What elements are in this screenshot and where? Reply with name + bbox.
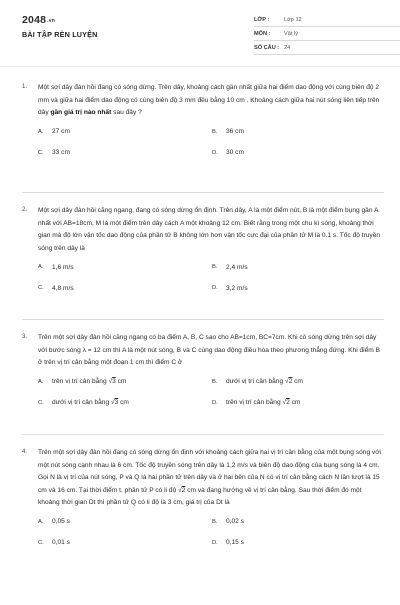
option-text xyxy=(226,378,303,385)
radicand: 3 xyxy=(114,399,119,407)
option-c[interactable] xyxy=(38,397,212,409)
option-letter: B. xyxy=(212,128,218,135)
meta-label: LỚP : xyxy=(254,17,270,23)
option-text: 33 cm xyxy=(52,149,70,157)
question-text xyxy=(38,435,384,510)
option-text-part: trên vị trí cân bằng xyxy=(226,399,281,407)
option-c[interactable] xyxy=(38,147,212,159)
option-text: 3,2 m/s xyxy=(226,284,248,292)
option-text: 0,15 s xyxy=(226,539,244,547)
option-b[interactable] xyxy=(212,376,384,388)
page-header xyxy=(22,0,378,68)
option-text: 0,05 s xyxy=(52,518,70,526)
meta-value: Lớp 12 xyxy=(284,17,302,23)
option-text: 1,6 m/s xyxy=(52,263,74,271)
meta-row-question-count xyxy=(254,42,400,55)
option-letter: B. xyxy=(212,518,218,525)
radicand: 2 xyxy=(286,399,290,407)
option-d[interactable] xyxy=(212,537,384,549)
option-text-part: trên vị trí cân bằng xyxy=(52,378,107,386)
option-letter: A. xyxy=(38,264,44,271)
question-number: 1. xyxy=(22,84,28,90)
option-text: 4,8 m/s xyxy=(52,284,74,292)
question-number: 2. xyxy=(22,207,28,213)
question-text: Một sợi dây đàn hồi căng ngang, đang có sóng dừng ổn định. Trên dây, A là một điểm nút, B là một điểm bụng gần A nhất với AB=18cm, M là một điểm trên dây cách A một khoảng 12 cm. Biết rằng trong một chu kì sóng, khoảng thời gian mà độ lớn vận tốc dao động của phần tử B không lớn hơn vận tốc cực đại của phần tử M là 0,1 s. Tốc độ truyền sóng trên dây là xyxy=(38,207,381,252)
option-text: 30 cm xyxy=(226,149,244,157)
option-text xyxy=(52,399,129,406)
question-text-part: Một sợi dây đàn hồi đang có sóng dừng. Trên dây, khoảng cách gần nhất giữa hai điểm dao động với cùng biên độ 2 mm và giữa hai điểm dao động có cùng biên độ 3 mm đều bằng 10 cm . Khoảng cách giữa hai nút sóng liên tiếp trên dây xyxy=(38,84,380,117)
logo-text: 2048 xyxy=(22,14,47,26)
meta-row-subject xyxy=(254,28,400,41)
header-divider xyxy=(0,66,400,67)
option-letter: C. xyxy=(38,149,44,156)
option-letter: D. xyxy=(212,399,218,406)
option-text: 36 cm xyxy=(226,128,244,136)
option-d[interactable] xyxy=(212,282,384,294)
option-d[interactable] xyxy=(212,147,384,159)
option-letter: C. xyxy=(38,539,44,546)
option-letter: B. xyxy=(212,264,218,271)
option-d[interactable] xyxy=(212,397,384,409)
option-letter: C. xyxy=(38,399,44,406)
question-text-part: cm và đang hướng về vị trí cân bằng. Sau thời điểm đó một khoảng thời gian Dt thì phần tử Q có li độ là 3 cm, giá trị của Dt là xyxy=(38,486,362,507)
answer-options xyxy=(38,376,384,409)
option-letter: D. xyxy=(212,539,218,546)
meta-label: SỐ CÂU : xyxy=(254,45,280,51)
question-emphasis: gần giá trị nào nhất xyxy=(50,109,112,117)
question-list xyxy=(22,70,384,605)
option-a[interactable] xyxy=(38,376,212,388)
option-letter: A. xyxy=(38,128,44,135)
option-letter: B. xyxy=(212,378,218,385)
radicand: 2 xyxy=(181,486,186,494)
question-item xyxy=(22,435,384,605)
meta-value: 24 xyxy=(284,45,291,51)
sqrt-icon: √ xyxy=(284,378,289,386)
document-title: BÀI TẬP RÈN LUYỆN xyxy=(22,30,98,39)
option-letter: A. xyxy=(38,518,44,525)
question-item xyxy=(22,193,384,320)
question-text: Trên một sợi dây đàn hồi căng ngang có ba điểm A, B, C sao cho AB=1cm, BC=7cm. Khi có sóng dừng trên sợi dây với bước sóng λ = 12 cm thì A là một nút sóng, B và C cùng dao động điều hòa theo phương thẳng đứng. Khi điểm B ở trên vị trí cân bằng một đoạn 1 cm thì điểm C ở xyxy=(38,334,381,367)
option-text xyxy=(52,378,126,385)
meta-label: MÔN : xyxy=(254,31,271,37)
option-unit: cm xyxy=(120,399,129,407)
option-letter: A. xyxy=(38,378,44,385)
answer-options xyxy=(38,516,384,549)
question-text xyxy=(38,70,384,120)
sqrt-icon: √ xyxy=(178,486,182,494)
question-number: 4. xyxy=(22,449,28,455)
meta-value: Vật lý xyxy=(284,31,298,37)
option-a[interactable] xyxy=(38,126,212,138)
question-item xyxy=(22,70,384,193)
sqrt-icon: √ xyxy=(282,399,287,407)
option-letter: D. xyxy=(212,149,218,156)
option-unit: cm xyxy=(117,378,127,386)
question-text-part: sau đây ? xyxy=(113,109,142,117)
radicand: 2 xyxy=(288,378,293,386)
option-c[interactable] xyxy=(38,537,212,549)
option-b[interactable] xyxy=(212,126,384,138)
radicand: 3 xyxy=(112,378,116,386)
option-text: 27 cm xyxy=(52,128,70,136)
document-meta xyxy=(254,14,400,55)
option-text: 2,4 m/s xyxy=(226,263,248,271)
answer-options xyxy=(38,126,384,159)
answer-options xyxy=(38,261,384,294)
option-c[interactable] xyxy=(38,282,212,294)
option-a[interactable] xyxy=(38,516,212,528)
option-text-part: dưới vị trí cân bằng xyxy=(52,399,110,407)
logo-suffix: .vn xyxy=(47,18,55,24)
option-b[interactable] xyxy=(212,516,384,528)
option-text xyxy=(226,399,300,406)
sqrt-icon: √ xyxy=(108,378,113,386)
meta-row-class xyxy=(254,14,400,27)
question-text-part: Trên một sợi dây đàn hồi đang có sóng dừng ổn định với khoảng cách giữa hai vị trí cân bằng của một bụng sóng với một nút sóng cạnh nhau là 6 cm. Tốc độ truyền sóng trên dây là 1,2 m/s và biên độ dao động của bụng sóng là 4 cm. Gọi N là vị trí của nút sóng, P và Q là hai phần tử trên dây và ở hai bên của N có vị trí cân bằng cách N lần lượt là 15 cm và 16 cm. Tại thời điểm t, phần tử P có li độ xyxy=(38,449,382,494)
option-b[interactable] xyxy=(212,261,384,273)
option-text-part: dưới vị trí cân bằng xyxy=(226,378,284,386)
option-a[interactable] xyxy=(38,261,212,273)
site-logo[interactable] xyxy=(22,14,55,26)
option-unit: cm xyxy=(294,378,303,386)
question-item xyxy=(22,320,384,435)
option-text: 0,02 s xyxy=(226,518,244,526)
option-text: 0,01 s xyxy=(52,539,70,547)
question-number: 3. xyxy=(22,334,28,340)
option-letter: C. xyxy=(38,285,44,292)
sqrt-icon: √ xyxy=(110,399,115,407)
option-letter: D. xyxy=(212,285,218,292)
option-unit: cm xyxy=(291,399,301,407)
